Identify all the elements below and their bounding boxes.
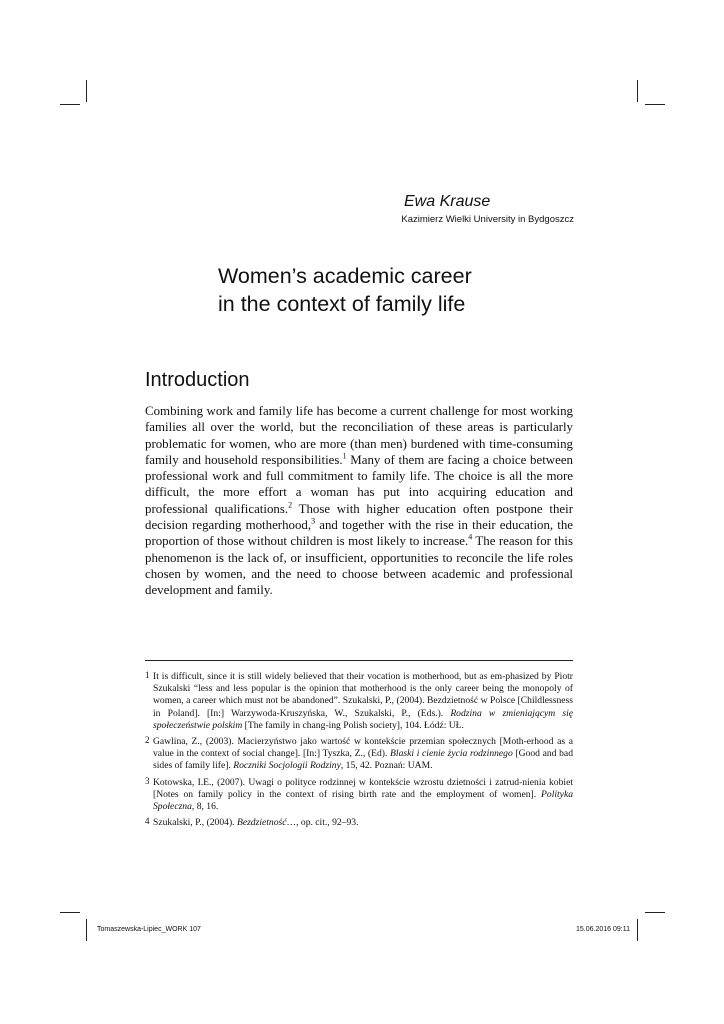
paragraph-text: Many of them are facing a choice between professional work and full commitment to family life. The choice is all the more difficult, the more effort a woman has put into acquiring education and professional qualifications. [145, 452, 573, 516]
section-heading: Introduction [145, 369, 250, 391]
footnote-number: 4 [145, 816, 150, 827]
author-name: Ewa Krause [404, 193, 491, 210]
footnote-number: 2 [145, 735, 150, 746]
footnote-text: …, op. cit., 92–93. [286, 817, 359, 829]
footnote-title: Blaski i cienie życia rodzinnego [390, 748, 513, 760]
crop-mark [645, 912, 665, 913]
footnote-text: [Good and bad sides of family life]. [153, 748, 573, 772]
crop-mark [86, 80, 87, 102]
footnote-ref[interactable]: 3 [311, 516, 316, 526]
print-slug-filename: Tomaszewska-Lipiec_WORK 107 [97, 926, 201, 933]
footnote [145, 736, 573, 773]
footnote-text: , 8, 16. [191, 801, 219, 813]
footnote-title: Polityka Społeczna [153, 788, 573, 813]
crop-mark [60, 912, 80, 913]
author-affiliation: Kazimierz Wielki University in Bydgoszcz [401, 214, 574, 225]
paragraph-text: Combining work and family life has become a current challenge for most working families all over the world, but the reconciliation of these areas is particularly problematic for women, who are more (than men) burdened with time-consuming family and household responsibilities. [145, 404, 573, 467]
footnote-separator [145, 660, 573, 661]
footnote-title: Bezdzietność [236, 817, 287, 829]
body-paragraph [145, 403, 573, 599]
footnote-text: [The family in chang-ing Polish society], 104. Łódź: UŁ. [242, 719, 464, 731]
crop-mark [637, 80, 638, 102]
footnote-title: Rodzina w zmieniającym się społeczeństwie polskim [153, 707, 573, 731]
title-line: in the context of family life [218, 292, 466, 316]
paragraph-text: Those with higher education often postpone their decision regarding motherhood, [145, 501, 573, 533]
footnote-text: , 15, 42. Poznań: UAM. [340, 760, 433, 772]
footnote [145, 777, 573, 814]
paragraph-text: The reason for this phenomenon is the lack of, or insufficient, opportunities to reconcile the life roles chosen by women, and the need to choose between academic and professional development and family. [145, 534, 574, 598]
footnote-number: 3 [145, 775, 150, 786]
print-slug-timestamp: 15.06.2016 09:11 [576, 926, 630, 933]
title-line: Women’s academic career [218, 264, 472, 288]
footnote-text: Szukalski, P., (2004). [153, 817, 237, 829]
crop-mark [645, 104, 665, 105]
crop-mark [60, 104, 80, 105]
footnote-ref[interactable]: 4 [468, 533, 473, 543]
footnote-ref[interactable]: 2 [288, 500, 293, 510]
footnote-text: Gawlina, Z., (2003). Macierzyństwo jako wartość w kontekście przemian społecznych [Moth-erhood as a value in the context of social change]. [In:] Tyszka, Z., (Ed). [153, 736, 573, 760]
footnote-ref[interactable]: 1 [342, 451, 347, 461]
paper-title [218, 262, 578, 318]
footnote [145, 671, 573, 732]
crop-mark [86, 919, 87, 941]
footnote-number: 1 [145, 670, 150, 680]
crop-mark [637, 919, 638, 941]
footnote [145, 817, 573, 829]
footnote-title: Roczniki Socjologii Rodziny [233, 760, 341, 772]
footnotes [145, 671, 573, 833]
footnote-text: It is difficult, since it is still widely believed that their vocation is motherhood, but as em-phasized by Piotr Szukalski “less and less popular is the opinion that motherhood is the only career being the monopoly of women, a career which must not be abandoned”. Szukalski, P., (2004). Bezdzietność w Polsce [Childlessness in Poland]. [In:] Warzywoda-Kruszyńska, W., Szukalski, P., (Eds.). [153, 671, 573, 719]
footnote-text: Kotowska, I.E., (2007). Uwagi o polityce rodzinnej w kontekście wzrostu dzietności i zatrud-nienia kobiet [Notes on family policy in the context of rising birth rate and the employment of women]. [153, 776, 573, 800]
paragraph-text: and together with the rise in their education, the proportion of those without children is most likely to increase. [145, 518, 574, 549]
